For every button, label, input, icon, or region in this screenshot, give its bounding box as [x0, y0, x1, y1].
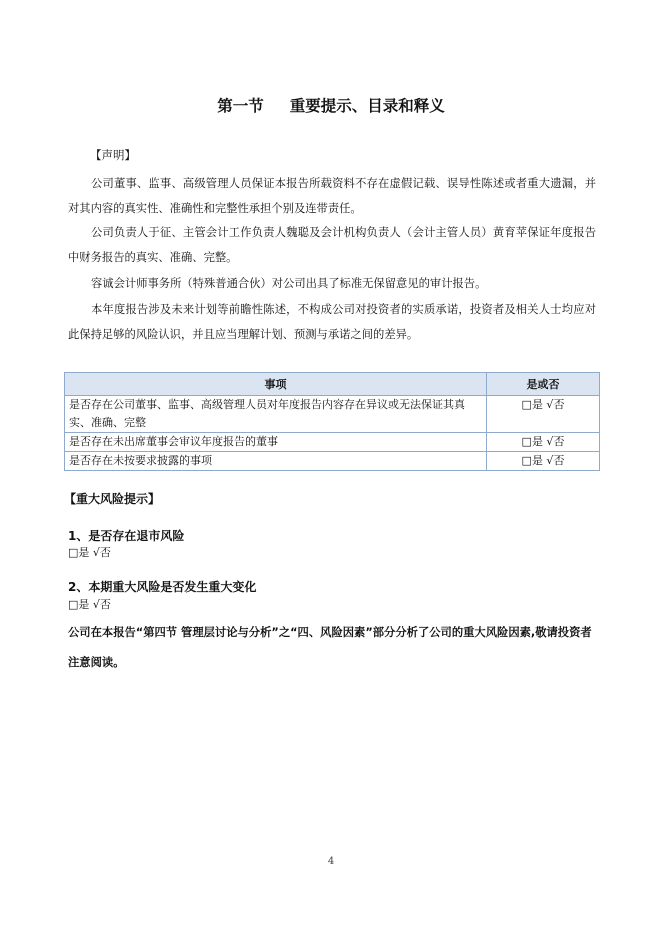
- risk-question-1: 1、是否存在退市风险: [68, 529, 185, 543]
- declaration-paragraph-1: 公司董事、监事、高级管理人员保证本报告所载资料不存在虚假记载、误导性陈述或者重大遗漏，并对其内容的真实性、准确性和完整性承担个别及连带责任。: [68, 177, 596, 215]
- section-number: 第一节: [217, 97, 264, 115]
- risk-section-label: 【重大风险提示】: [64, 492, 161, 506]
- table-cell-item: 是否存在公司董事、监事、高级管理人员对年度报告内容存在异议或无法保证其真实、准确、完整: [65, 396, 487, 433]
- declaration-paragraph-4: 本年度报告涉及未来计划等前瞻性陈述，不构成公司对投资者的实质承诺，投资者及相关人士均应对此保持足够的风险认识，并且应当理解计划、预测与承诺之间的差异。: [68, 303, 596, 341]
- page-number: 4: [327, 856, 335, 867]
- table-cell-item: 是否存在未出席董事会审议年度报告的董事: [65, 433, 487, 452]
- table-header-row: [65, 373, 600, 396]
- table-cell-item: 是否存在未按要求披露的事项: [65, 452, 487, 471]
- table-header-item: 事项: [65, 373, 487, 396]
- confirmation-table: [64, 372, 600, 471]
- table-row: [65, 396, 600, 433]
- table-header-answer: 是或否: [487, 373, 600, 396]
- table-row: [65, 433, 600, 452]
- section-title: [0, 94, 662, 116]
- risk-answer-2: □是 √否: [68, 598, 111, 611]
- table-cell-answer: □是 √否: [487, 433, 600, 452]
- risk-factor-note: 公司在本报告“第四节 管理层讨论与分析”之“四、风险因素”部分分析了公司的重大风险因素,敬请投资者注意阅读。: [68, 626, 592, 669]
- table-cell-answer: □是 √否: [487, 396, 600, 433]
- risk-question-2: 2、本期重大风险是否发生重大变化: [68, 580, 257, 594]
- table-row: [65, 452, 600, 471]
- declaration-label: 【声明】: [90, 148, 136, 162]
- table-cell-answer: □是 √否: [487, 452, 600, 471]
- declaration-paragraph-2: 公司负责人于征、主管会计工作负责人魏聪及会计机构负责人（会计主管人员）黄育苹保证年度报告中财务报告的真实、准确、完整。: [68, 226, 596, 264]
- section-heading: 重要提示、目录和释义: [289, 97, 445, 115]
- risk-answer-1: □是 √否: [68, 546, 111, 559]
- declaration-paragraph-3: 容诚会计师事务所（特殊普通合伙）对公司出具了标准无保留意见的审计报告。: [91, 277, 487, 290]
